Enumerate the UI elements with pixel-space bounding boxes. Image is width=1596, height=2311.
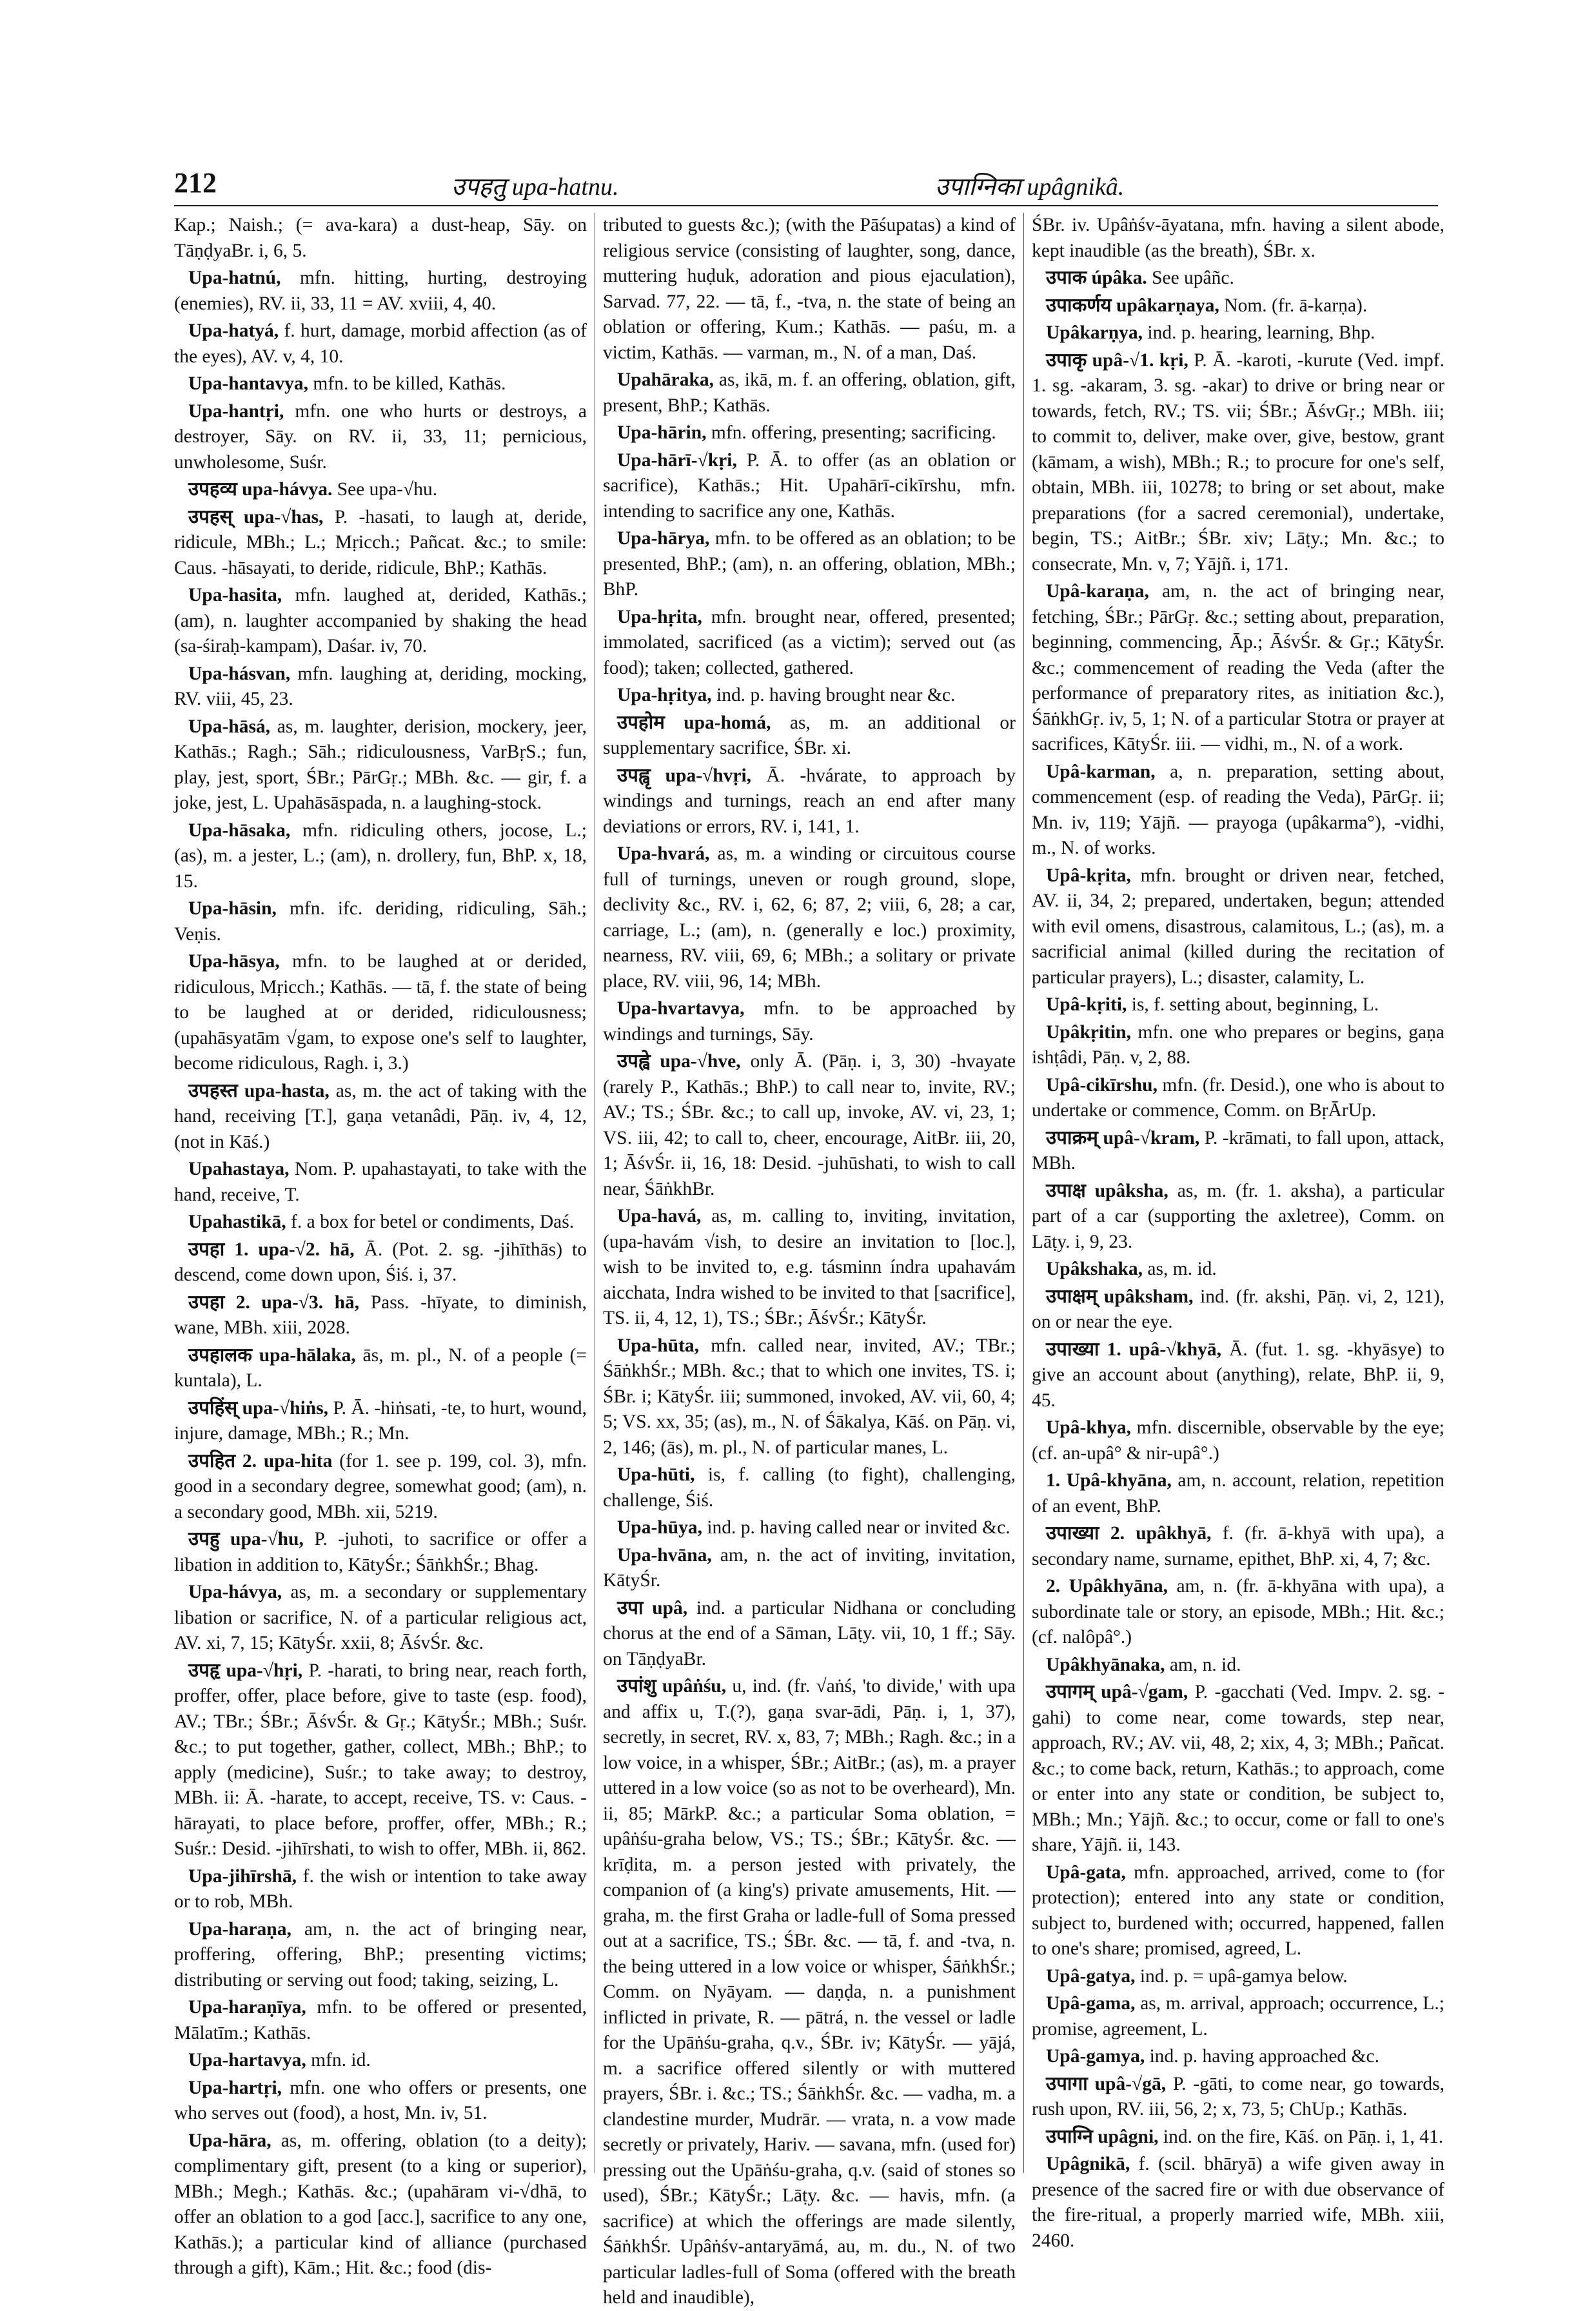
- dictionary-entry: [1032, 1415, 1444, 1466]
- entry-headword: Upa-hūti,: [617, 1464, 695, 1485]
- entry-definition: f. (scil. bhāryā) a wife given away in presence of the sacred fire or with due observance of the fire-ritual, a properly married wife, MBh. xiii, 2460.: [1032, 2154, 1445, 2251]
- dictionary-entry: [174, 1290, 587, 1341]
- entry-definition: as, m. offering, oblation (to a deity); complimentary gift, present (to a king or superior), MBh.; Megh.; Kathās. &c.; (upahāram vi-√dhā, to offer an oblation to a god [acc.], sacrifice to any one, Kathās.); a particular kind of alliance (purchased through a gift), Kām.; Hit. &c.; food (dis-: [174, 2130, 587, 2278]
- dictionary-entry: [1032, 1574, 1444, 1651]
- dictionary-entry: [603, 368, 1016, 418]
- entry-definition: as, m. arrival, approach; occurrence, L.; promise, agreement, L.: [1032, 1993, 1444, 2040]
- entry-headword: Upa-hāsaka,: [188, 820, 291, 841]
- entry-definition: as, m. calling to, inviting, invitation, (upa-havám √ish, to desire an invitation to [loc.], wish to be invited to, e.g. tásminn índra upahavám aicchata, Indra wished to be invited to that [sacrifice], TS. ii, 4, 12, 1), TS.; ŚBr.; ĀśvŚr.; KātyŚr.: [603, 1206, 1016, 1328]
- entry-definition: P. -hasati, to laugh at, deride, ridicule, MBh.; L.; Mṛicch.; Pañcat. &c.; to smile: Caus. -hāsayati, to deride, ridicule, BhP.; Kathās.: [174, 506, 587, 578]
- entry-headword: Upahastikā,: [188, 1212, 286, 1232]
- entry-headword: Upa-hatnú,: [188, 268, 281, 288]
- dictionary-entry: [603, 605, 1016, 682]
- dictionary-entry: [174, 505, 587, 582]
- dictionary-column-2: [603, 213, 1016, 2308]
- entry-headword: Upa-hāsá,: [188, 716, 271, 737]
- entry-definition: mfn. (fr. Desid.), one who is about to undertake or commence, Comm. on BṛĀrUp.: [1032, 1074, 1444, 1121]
- dictionary-entry: [1032, 348, 1444, 578]
- dictionary-entry: [603, 996, 1016, 1047]
- entry-headword: Upa-haraṇa,: [188, 1918, 291, 1940]
- dictionary-entry: [174, 1658, 587, 1862]
- entry-definition: mfn. ridiculing others, jocose, L.; (as), m. a jester, L.; (am), n. drollery, fun, BhP. x, 18, 15.: [174, 820, 587, 892]
- entry-headword: Upâ-kṛita,: [1046, 865, 1131, 886]
- entry-headword: Upâ-gama,: [1046, 1993, 1136, 2014]
- entry-definition: P. -krāmati, to fall upon, attack, MBh.: [1032, 1127, 1445, 1174]
- entry-definition: P. -gāti, to come near, go towards, rush upon, RV. iii, 56, 2; x, 73, 5; ChUp.; Kathās.: [1032, 2073, 1444, 2119]
- entry-headword: Upa-hásvan,: [188, 663, 291, 684]
- entry-definition: P. -harati, to bring near, reach forth, proffer, offer, place before, give to taste (esp. food), AV.; TBr.; ŚBr.; ĀśvŚr. & Gṛ.; KātyŚr.; MBh.; Suśr. &c.; to put together, gather, collect, MBh.; BhP.; to apply (medicine), Suśr.; to take away; to destroy, MBh. ii: Ā. -harate, to accept, receive, TS. v: Caus. -hārayati, to place before, proffer, offer, MBh.; R.; Suśr.: Desid. -jihīrshati, to wish to offer, MBh. ii, 862.: [174, 1660, 587, 1859]
- entry-definition: f. hurt, damage, morbid affection (as of the eyes), AV. v, 4, 10.: [174, 320, 587, 367]
- entry-headword: उपागा upâ-√gā,: [1046, 2073, 1167, 2094]
- entry-headword: Upâ-gamya,: [1046, 2046, 1145, 2067]
- entry-definition: P. Ā. -hiṅsati, -te, to hurt, wound, injure, damage, MBh.; R.; Mn.: [174, 1397, 587, 1444]
- entry-definition: mfn. called near, invited, AV.; TBr.; ŚāṅkhŚr.; MBh. &c.; that to which one invites, TS. i; ŚBr. i; KātyŚr. iii; summoned, invoked, AV. vii, 60, 4; 5; VS. xx, 35; (as), m., N. of Śākalya, Kāś. on Pāṇ. vi, 2, 146; (ās), m. pl., N. of particular manes, L.: [603, 1335, 1016, 1458]
- entry-definition: am, n. the act of inviting, invitation, KātyŚr.: [603, 1544, 1016, 1591]
- entry-definition: ind. p. having called near or invited &c.: [707, 1517, 1010, 1538]
- dictionary-entry: [174, 1917, 587, 1994]
- entry-headword: Upa-hantavya,: [188, 373, 309, 394]
- entry-headword: उपागम् upâ-√gam,: [1046, 1682, 1188, 1702]
- page-number: 212: [174, 167, 217, 199]
- entry-definition: as, ikā, m. f. an offering, oblation, gift, present, BhP.; Kathās.: [603, 369, 1016, 416]
- entry-definition: as, m. id.: [1147, 1259, 1217, 1279]
- entry-headword: Upa-jihīrshā,: [188, 1865, 297, 1887]
- entry-headword: Upahāraka,: [617, 369, 714, 390]
- dictionary-entry: [1032, 2125, 1444, 2150]
- entry-headword: Upâkshaka,: [1046, 1259, 1143, 1279]
- entry-definition: ind. p. having brought near &c.: [716, 685, 956, 705]
- entry-definition: Ā. (fut. 1. sg. -khyāsye) to give an account about (anything), relate, BhP. ii, 9, 45.: [1032, 1339, 1445, 1411]
- dictionary-entry: [1032, 266, 1444, 291]
- dictionary-entry: [1032, 1337, 1444, 1414]
- page-header: [174, 166, 1438, 205]
- dictionary-entry: [1032, 213, 1444, 264]
- dictionary-entry: [1032, 320, 1444, 346]
- dictionary-entry: [1032, 579, 1444, 758]
- entry-headword: Upa-hūya,: [617, 1517, 702, 1538]
- entry-definition: P. -gacchati (Ved. Impv. 2. sg. -gahi) to come near, come towards, step near, approach, RV.; AV. vii, 48, 2; xix, 4, 3; MBh.; Pañcat. &c.; to come back, return, Kathās.; to approach, come or enter into any state or condition, be subject to, MBh.; Mn.; Yājñ. &c.; to occur, come or fall to one's share, Yājñ. ii, 143.: [1032, 1682, 1445, 1855]
- entry-headword: Upa-hṛita,: [617, 606, 702, 627]
- entry-definition: f. a box for betel or condiments, Daś.: [291, 1212, 575, 1232]
- dictionary-entry: [174, 1237, 587, 1288]
- dictionary-entry: [174, 896, 587, 947]
- entry-headword: उपहु upa-√hu,: [188, 1529, 304, 1549]
- running-head-right: उपाग्निका upâgnikâ.: [935, 173, 1125, 201]
- dictionary-entry: [1032, 1126, 1444, 1177]
- entry-headword: उपह्वे upa-√hve,: [617, 1051, 741, 1072]
- dictionary-entry: [174, 371, 587, 397]
- entry-definition: as, m. (fr. 1. aksha), a particular part of a car (supporting the axletree), Comm. on Lāṭy. i, 9, 23.: [1032, 1180, 1445, 1252]
- entry-headword: Upa-hasita,: [188, 585, 282, 605]
- dictionary-entry: [1032, 1860, 1444, 1962]
- header-rule: [174, 205, 1438, 206]
- entry-definition: Nom. (fr. ā-karṇa).: [1224, 295, 1368, 316]
- entry-headword: Upâ-kṛiti,: [1046, 994, 1127, 1015]
- entry-definition: ind. on the fire, Kāś. on Pāṇ. i, 1, 41.: [1163, 2126, 1444, 2147]
- dictionary-entry: [174, 319, 587, 369]
- entry-headword: Upa-hārin,: [617, 422, 707, 443]
- entry-headword: उपा upâ,: [617, 1597, 688, 1618]
- entry-definition: See upa-√hu.: [337, 479, 438, 500]
- entry-definition: mfn. one who offers or presents, one who serves out (food), a host, Mn. iv, 51.: [174, 2077, 587, 2123]
- entry-definition: mfn. brought or driven near, fetched, AV. ii, 34, 2; prepared, undertaken, begun; attended with evil omens, disastrous, calamitous, L.; (as), m. a sacrificial animal (killed during the recitation of particular prayers), L.; disaster, calamity, L.: [1032, 865, 1445, 988]
- entry-definition: mfn. to be laughed at or derided, ridiculous, Mṛicch.; Kathās. — tā, f. the state of being to be laughed at or derided, ridiculousness; (upahāsyatām √gam, to expose one's self to laughter, become ridiculous, Ragh. i, 3.): [174, 951, 587, 1074]
- entry-headword: Upâ-karaṇa,: [1046, 581, 1149, 602]
- dictionary-entry: [1032, 1468, 1444, 1519]
- entry-definition: ind. p. = upâ-gamya below.: [1139, 1965, 1348, 1987]
- entry-definition: ŚBr. iv. Upâṅśv-āyatana, mfn. having a silent abode, kept inaudible (as the breath), ŚBr. x.: [1032, 215, 1444, 261]
- entry-definition: as, m. laughter, derision, mockery, jeer, Kathās.; Ragh.; Sāh.; ridiculousness, VarBṛS.; fun, play, jest, sport, ŚBr.; PārGṛ.; MBh. &c. — gir, f. a joke, jest, L. Upahāsāspada, n. a laughing-stock.: [174, 716, 587, 813]
- entry-definition: mfn. one who hurts or destroys, a destroyer, Sāy. on RV. ii, 33, 11; pernicious, unwholesome, Suśr.: [174, 400, 587, 473]
- entry-headword: Upa-hartavya,: [188, 2050, 306, 2070]
- dictionary-entry: [603, 841, 1016, 994]
- dictionary-entry: [174, 714, 587, 816]
- entry-headword: Upa-hāsin,: [188, 898, 277, 919]
- entry-definition: is, f. calling (to fight), challenging, challenge, Śiś.: [603, 1464, 1016, 1511]
- entry-headword: उपाकर्णय upâkarṇaya,: [1046, 295, 1219, 316]
- dictionary-entry: [603, 213, 1016, 366]
- entry-definition: is, f. setting about, beginning, L.: [1131, 994, 1379, 1015]
- dictionary-entry: [603, 1204, 1016, 1332]
- entry-headword: उपाख्या 1. upâ-√khyā,: [1046, 1339, 1222, 1360]
- entry-definition: Kap.; Naish.; (= ava-kara) a dust-heap, Sāy. on TāṇḍyaBr. i, 6, 5.: [174, 215, 587, 261]
- dictionary-entry: [174, 1079, 587, 1156]
- dictionary-entry: [174, 2076, 587, 2127]
- dictionary-entry: [174, 1343, 587, 1394]
- entry-definition: mfn. hitting, hurting, destroying (enemies), RV. ii, 33, 11 = AV. xviii, 4, 40.: [174, 268, 587, 314]
- entry-definition: mfn. brought near, offered, presented; immolated, sacrificed (as a victim); served out (as food); taken; collected, gathered.: [603, 606, 1016, 678]
- entry-definition: mfn. laughing at, deriding, mocking, RV. viii, 45, 23.: [174, 663, 587, 709]
- dictionary-entry: [174, 1995, 587, 2046]
- dictionary-entry: [174, 213, 587, 264]
- dictionary-entry: [1032, 1020, 1444, 1071]
- dictionary-entry: [174, 477, 587, 503]
- dictionary-entry: [603, 448, 1016, 525]
- entry-definition: am, n. id.: [1169, 1654, 1241, 1675]
- entry-headword: Upa-hārya,: [617, 528, 710, 549]
- entry-definition: u, ind. (fr. √aṅś, 'to divide,' with upa and affix u, T.(?), gaṇa svar-ādi, Pāṇ. i, 1, 37), secretly, in secret, RV. x, 83, 7; MBh.; Ragh. &c.; in a low voice, in a whisper, ŚBr.; AitBr.; (as), m. a prayer uttered in a low voice (so as not to be overheard), Mn. ii, 85; MārkP. &c.; a particular Soma oblation, = upâṅśu-graha below, VS.; TS.; ŚBr.; KātyŚr. &c. — krīḍita, m. a person jested with privately, the companion of (a king's) private amusements, Hit. — graha, m. the first Graha or ladle-full of Soma pressed out at a sacrifice, TS.; ŚBr. &c. — tā, f. and -tva, n. the being uttered in a low voice or whisper, ŚāṅkhŚr.; Comm. on Nyāyam. — daṇḍa, n. a punishment inflicted in private, R. — pātrá, n. the vessel or ladle for the Upāṅśu-graha, q.v., ŚBr. iv; KātyŚr. — yājá, m. a sacrifice offered silently or with muttered prayers, ŚBr. i. &c.; TS.; ŚāṅkhŚr. &c. — vadha, m. a clandestine murder, Mudrār. — vrata, n. a vow made secretly or privately, Hariv. — savana, mfn. (used for) pressing out the Upāṅśu-graha, q.v. (said of stones so used), ŚBr.; KātyŚr.; Lāṭy. &c. — havis, mfn. (a sacrifice) at which the offerings are made silently, ŚāṅkhŚr. Upâṅśv-antaryāmá, au, m. du., N. of two particular ladles-full of Soma (offered with the breath held and inaudible),: [603, 1676, 1016, 2308]
- entry-definition: mfn. ifc. deriding, ridiculing, Sāh.; Veṇis.: [174, 898, 587, 945]
- entry-headword: Upa-hṛitya,: [617, 685, 712, 705]
- dictionary-entry: [603, 1515, 1016, 1541]
- entry-definition: P. Ā. -karoti, -kurute (Ved. impf. 1. sg. -akaram, 3. sg. -akar) to drive or bring near or towards, fetch, RV.; TS. vii; ŚBr.; ĀśvGṛ.; MBh. iii; to commit to, deliver, make over, give, bestow, grant (kāmam, a wish), MBh.; R.; to procure for one's self, obtain, MBh. iii, 10278; to bring or set about, make preparations (for a sacred ceremonial), undertake, begin, TS.; AitBr.; ŚBr. xiv; Lāṭy.; Mn. &c.; to consecrate, Mn. v, 7; Yājñ. i, 171.: [1032, 349, 1444, 575]
- dictionary-entry: [174, 583, 587, 660]
- entry-headword: Upa-hvará,: [617, 843, 710, 864]
- dictionary-entry: [603, 1543, 1016, 1594]
- dictionary-entry: [603, 683, 1016, 709]
- dictionary-entry: [1032, 1653, 1444, 1678]
- entry-definition: mfn. to be killed, Kathās.: [313, 373, 506, 394]
- entry-definition: mfn. one who prepares or begins, gaṇa ishṭâdi, Pāṇ. v, 2, 88.: [1032, 1021, 1444, 1068]
- dictionary-entry: [174, 2129, 587, 2281]
- dictionary-entry: [1032, 1284, 1444, 1335]
- entry-definition: mfn. to be approached by windings and turnings, Sāy.: [603, 998, 1016, 1045]
- dictionary-entry: [174, 1396, 587, 1447]
- dictionary-column-3: [1032, 213, 1445, 2251]
- entry-definition: See upâñc.: [1152, 268, 1234, 288]
- dictionary-entry: [1032, 2152, 1444, 2254]
- entry-headword: Upa-hvāna,: [617, 1544, 712, 1566]
- dictionary-entry: [174, 266, 587, 317]
- dictionary-entry: [174, 1864, 587, 1915]
- entry-headword: उपहोम upa-homá,: [617, 712, 771, 733]
- dictionary-entry: [1032, 1680, 1444, 1858]
- entry-headword: Upa-hārī-√kṛi,: [617, 449, 737, 471]
- dictionary-entry: [174, 1449, 587, 1526]
- entry-headword: Upâ-cikīrshu,: [1046, 1074, 1158, 1096]
- dictionary-entry: [1032, 1073, 1444, 1124]
- entry-definition: mfn. offering, presenting; sacrificing.: [711, 422, 996, 443]
- entry-definition: mfn. laughed at, derided, Kathās.; (am), n. laughter accompanied by shaking the head (sa-śiraḥ-kampam), Daśar. iv, 70.: [174, 585, 587, 656]
- dictionary-entry: [174, 2048, 587, 2074]
- dictionary-entry: [174, 399, 587, 476]
- entry-headword: उपांशु upâṅśu,: [617, 1676, 727, 1696]
- entry-headword: उपहस्त upa-hasta,: [188, 1080, 330, 1101]
- entry-headword: Upa-hāra,: [188, 2130, 271, 2151]
- dictionary-entry: [1032, 1521, 1444, 1572]
- entry-headword: उपहा 1. upa-√2. hā,: [188, 1239, 355, 1260]
- entry-definition: am, n. account, relation, repetition of an event, BhP.: [1032, 1470, 1444, 1517]
- dictionary-entry: [174, 818, 587, 895]
- dictionary-entry: [1032, 293, 1444, 319]
- entry-definition: Ā. -hvárate, to approach by windings and turnings, reach an end after many deviations or errors, RV. i, 141, 1.: [603, 765, 1016, 837]
- dictionary-entry: [174, 949, 587, 1077]
- entry-definition: mfn. discernible, observable by the eye; (cf. an-upâ° & nir-upâ°.): [1032, 1417, 1445, 1464]
- dictionary-entry: [1032, 863, 1444, 991]
- dictionary-entry: [1032, 2072, 1444, 2123]
- dictionary-entry: [1032, 2044, 1444, 2070]
- entry-headword: उपह्वृ upa-√hvṛi,: [617, 765, 752, 786]
- dictionary-entry: [603, 420, 1016, 446]
- column-divider: [1023, 213, 1024, 2173]
- entry-definition: f. (fr. ā-khyā with upa), a secondary name, surname, epithet, BhP. xi, 4, 7; &c.: [1032, 1523, 1445, 1569]
- entry-definition: Ā. (Pot. 2. sg. -jihīthās) to descend, come down upon, Śiś. i, 37.: [174, 1239, 587, 1285]
- entry-headword: उपाग्नि upâgni,: [1046, 2126, 1159, 2147]
- entry-headword: Upâ-khya,: [1046, 1417, 1131, 1438]
- dictionary-entry: [174, 1157, 587, 1208]
- entry-definition: as, m. a secondary or supplementary libation or sacrifice, N. of a particular religious act, AV. xi, 7, 15; KātyŚr. xxii, 8; ĀśvŚr. &c.: [174, 1582, 587, 1653]
- entry-definition: as, m. a winding or circuitous course full of turnings, uneven or rough ground, slope, declivity &c., RV. i, 62, 6; 87, 2; viii, 6, 28; a car, carriage, L.; (am), n. (generally e loc.) proximity, nearness, RV. viii, 69, 6; MBh.; a solitary or private place, RV. viii, 96, 14; MBh.: [603, 843, 1016, 992]
- entry-headword: 2. Upâkhyāna,: [1046, 1576, 1168, 1597]
- entry-definition: mfn. to be offered or presented, Mālatīm.; Kathās.: [174, 1997, 587, 2043]
- entry-headword: उपहस् upa-√has,: [188, 506, 324, 527]
- entry-definition: a, n. preparation, setting about, commencement (esp. of reading the Veda), PārGṛ. ii; Mn. iv, 119; Yājñ. — prayoga (upâkarma°), -vidhi, m., N. of works.: [1032, 761, 1444, 858]
- dictionary-entry: [1032, 760, 1444, 861]
- entry-headword: Upâ-gata,: [1046, 1862, 1126, 1883]
- dictionary-column-1: [174, 213, 587, 2278]
- running-head-left: उपहतु upa-hatnu.: [451, 173, 619, 201]
- dictionary-entry: [603, 711, 1016, 762]
- entry-definition: mfn. approached, arrived, come to (for protection); entered into any state or condition, subject to, burdened with; occurred, happened, fallen to one's share; promised, agreed, L.: [1032, 1862, 1444, 1959]
- entry-definition: ind. p. hearing, learning, Bhp.: [1147, 322, 1375, 343]
- dictionary-entry: [603, 1333, 1016, 1461]
- entry-headword: Upa-hūta,: [617, 1335, 700, 1356]
- entry-headword: उपहालक upa-hālaka,: [188, 1344, 356, 1366]
- entry-definition: only Ā. (Pāṇ. i, 3, 30) -hvayate (rarely P., Kathās.; BhP.) to call near to, invite, RV.; AV.; TS.; ŚBr. &c.; to call up, invoke, AV. vi, 23, 1; VS. iii, 42; to call to, cheer, encourage, AitBr. iii, 20, 1; ĀśvŚr. ii, 16, 18: Desid. -juhūshati, to wish to call near, ŚāṅkhBr.: [603, 1051, 1016, 1199]
- entry-headword: Upâgnikā,: [1046, 2154, 1130, 2174]
- entry-headword: उपाकृ upâ-√1. kṛi,: [1046, 349, 1188, 371]
- dictionary-entry: [603, 1049, 1016, 1202]
- entry-headword: Upâkṛitin,: [1046, 1021, 1131, 1043]
- entry-headword: उपाक्ष upâksha,: [1046, 1180, 1168, 1201]
- entry-headword: Upa-hartṛi,: [188, 2077, 282, 2098]
- entry-headword: Upa-hávya,: [188, 1582, 282, 1602]
- entry-headword: उपहित 2. upa-hita: [188, 1450, 333, 1471]
- entry-headword: Upâkarṇya,: [1046, 322, 1143, 343]
- entry-definition: am, n. the act of bringing near, proffering, offering, BhP.; presenting victims; distributing or serving out food; taking, seizing, L.: [174, 1918, 587, 1991]
- entry-headword: उपाख्या 2. upâkhyā,: [1046, 1523, 1212, 1544]
- dictionary-entry: [603, 1674, 1016, 2311]
- entry-definition: am, n. (fr. ā-khyāna with upa), a subordinate tale or story, an episode, MBh.; Hit. &c.; (cf. nalôpâ°.): [1032, 1576, 1444, 1647]
- entry-headword: Upâ-gatya,: [1046, 1965, 1136, 1987]
- entry-definition: mfn. id.: [311, 2050, 371, 2070]
- entry-definition: Pass. -hīyate, to diminish, wane, MBh. xiii, 2028.: [174, 1292, 587, 1338]
- entry-definition: as, m. an additional or supplementary sacrifice, ŚBr. xi.: [603, 712, 1016, 758]
- dictionary-entry: [1032, 1257, 1444, 1283]
- entry-headword: Upâkhyānaka,: [1046, 1654, 1165, 1675]
- dictionary-entry: [174, 1580, 587, 1657]
- entry-definition: ind. (fr. akshi, Pāṇ. vi, 2, 121), on or near the eye.: [1032, 1286, 1444, 1332]
- entry-headword: Upa-hatyá,: [188, 320, 279, 341]
- dictionary-entry: [1032, 1964, 1444, 1990]
- entry-definition: (for 1. see p. 199, col. 3), mfn. good in a secondary degree, somewhat good; (am), n. a secondary good, MBh. xii, 5219.: [174, 1450, 587, 1522]
- dictionary-entry: [174, 662, 587, 713]
- entry-definition: ind. a particular Nidhana or concluding chorus at the end of a Sāman, Lāṭy. vii, 10, 1 ff.; Sāy. on TāṇḍyaBr.: [603, 1597, 1016, 1669]
- entry-headword: Upa-haraṇīya,: [188, 1997, 306, 2018]
- dictionary-entry: [1032, 1179, 1444, 1255]
- entry-headword: Upahastaya,: [188, 1159, 290, 1179]
- entry-headword: Upa-hāsya,: [188, 951, 280, 972]
- entry-headword: उपाक úpâka.: [1046, 268, 1147, 288]
- entry-headword: उपहव्य upa-hávya.: [188, 479, 333, 500]
- entry-definition: P. Ā. to offer (as an oblation or sacrifice), Kathās.; Hit. Upahārī-cikīrshu, mfn. intending to sacrifice any one, Kathās.: [603, 449, 1016, 522]
- entry-definition: am, n. the act of bringing near, fetching, ŚBr.; PārGṛ. &c.; setting about, preparation, beginning, commencing, Āp.; ĀśvŚr. & Gṛ.; KātyŚr. &c.; commencement of reading the Veda (after the performance of preparatory rites, as initiation &c.), ŚāṅkhGṛ. iv, 5, 1; N. of a particular Stotra or prayer at sacrifices, KātyŚr. iii. — vidhi, m., N. of a work.: [1032, 581, 1444, 754]
- entry-definition: mfn. to be offered as an oblation; to be presented, BhP.; (am), n. an offering, oblation, MBh.; BhP.: [603, 528, 1016, 600]
- entry-headword: Upa-hvartavya,: [617, 998, 745, 1019]
- entry-definition: Nom. P. upahastayati, to take with the hand, receive, T.: [174, 1159, 587, 1205]
- dictionary-entry: [603, 526, 1016, 603]
- entry-definition: ās, m. pl., N. of a people (= kuntala), L.: [174, 1344, 587, 1391]
- dictionary-entry: [1032, 992, 1444, 1018]
- entry-headword: उपहृ upa-√hṛi,: [188, 1660, 303, 1681]
- entry-definition: P. -juhoti, to sacrifice or offer a libation in addition to, KātyŚr.; ŚāṅkhŚr.; Bhag.: [174, 1529, 587, 1575]
- dictionary-entry: [603, 1462, 1016, 1513]
- entry-definition: tributed to guests &c.); (with the Pāśupatas) a kind of religious service (consisting of laughter, song, dance, muttering huḍuk, adoration and pious ejaculation), Sarvad. 77, 22. — tā, f., -tva, n. the state of being an oblation or offering, Kum.; Kathās. — paśu, m. a victim, Kathās. — varman, m., N. of a man, Daś.: [603, 215, 1016, 363]
- dictionary-entry: [603, 763, 1016, 840]
- entry-headword: उपाक्रम् upâ-√kram,: [1046, 1127, 1200, 1148]
- entry-headword: उपाक्षम् upâksham,: [1046, 1286, 1194, 1307]
- entry-headword: उपहा 2. upa-√3. hā,: [188, 1292, 360, 1313]
- entry-definition: ind. p. having approached &c.: [1149, 2046, 1379, 2067]
- entry-headword: उपहिंस् upa-√hiṅs,: [188, 1397, 329, 1419]
- dictionary-entry: [1032, 1991, 1444, 2042]
- entry-definition: f. the wish or intention to take away or to rob, MBh.: [174, 1865, 587, 1912]
- entry-headword: 1. Upâ-khyāna,: [1046, 1470, 1172, 1491]
- entry-headword: Upa-hantṛi,: [188, 400, 284, 422]
- dictionary-entry: [174, 1210, 587, 1235]
- dictionary-entry: [603, 1596, 1016, 1673]
- entry-definition: as, m. the act of taking with the hand, receiving [T.], gaṇa vetanâdi, Pāṇ. iv, 4, 12, (not in Kāś.): [174, 1080, 587, 1152]
- entry-headword: Upa-havá,: [617, 1206, 702, 1226]
- dictionary-entry: [174, 1527, 587, 1578]
- entry-headword: Upâ-karman,: [1046, 761, 1156, 782]
